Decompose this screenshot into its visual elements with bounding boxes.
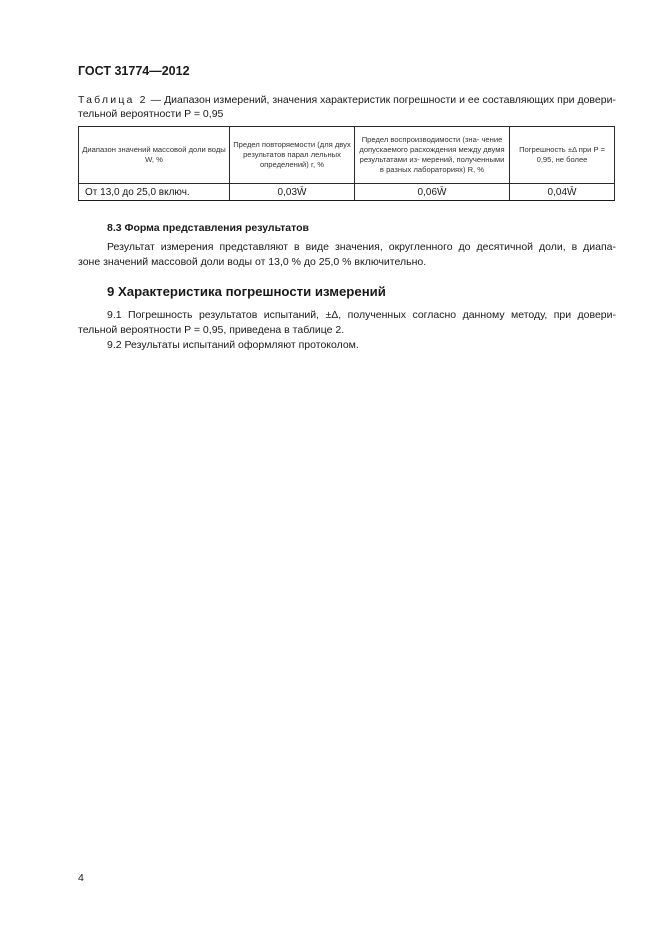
table-cell: 0,06W̄: [355, 184, 510, 201]
paragraph-line: 9.2 Результаты испытаний оформляют протоколом.: [107, 339, 359, 351]
document-header: ГОСТ 31774—2012: [78, 64, 190, 78]
paragraph-line: тельной вероятности P = 0,95, приведена в таблице 2.: [78, 324, 345, 336]
page-number: 4: [78, 872, 84, 884]
table-header-cell: Предел воспроизводимости (зна- чение допускаемого расхождения между двумя результатами из- мерений, полученными в разных лабораториях) R, %: [355, 127, 510, 184]
paragraph-line: зоне значений массовой доли воды от 13,0 % до 25,0 % включительно.: [78, 256, 427, 268]
table-caption-lead: Таблица 2: [78, 94, 148, 106]
table-cell: 0,04W̄: [510, 184, 615, 201]
table-cell: От 13,0 до 25,0 включ.: [79, 184, 230, 201]
table-row: [79, 184, 615, 201]
table-header-row: [79, 127, 615, 184]
paragraph-line: Результат измерения представляют в виде значения, округленного до десятичной доли, в диапа-: [107, 241, 616, 253]
table-header-cell: Погрешность ±Δ при P = 0,95, не более: [510, 127, 615, 184]
table-cell: 0,03W̄: [230, 184, 355, 201]
section-8-3-paragraph: [78, 240, 616, 270]
section-8-3-title: 8.3 Форма представления результатов: [107, 222, 309, 234]
section-9-paragraph: [78, 308, 616, 353]
paragraph-line: 9.1 Погрешность результатов испытаний, ±Δ, полученных согласно данному методу, при довери-: [107, 309, 616, 321]
section-9-title: 9 Характеристика погрешности измерений: [107, 284, 386, 299]
table-header-cell: Диапазон значений массовой доли воды W, %: [79, 127, 230, 184]
table-header-cell: Предел повторяемости (для двух результатов парал лельных определений) r, %: [230, 127, 355, 184]
table-caption: [78, 93, 616, 121]
table-caption-text: — Диапазон измерений, значения характеристик погрешности и ее составляющих при довери-: [147, 94, 616, 106]
results-table: [78, 126, 615, 201]
table-caption-line2: тельной вероятности P = 0,95: [78, 108, 224, 120]
